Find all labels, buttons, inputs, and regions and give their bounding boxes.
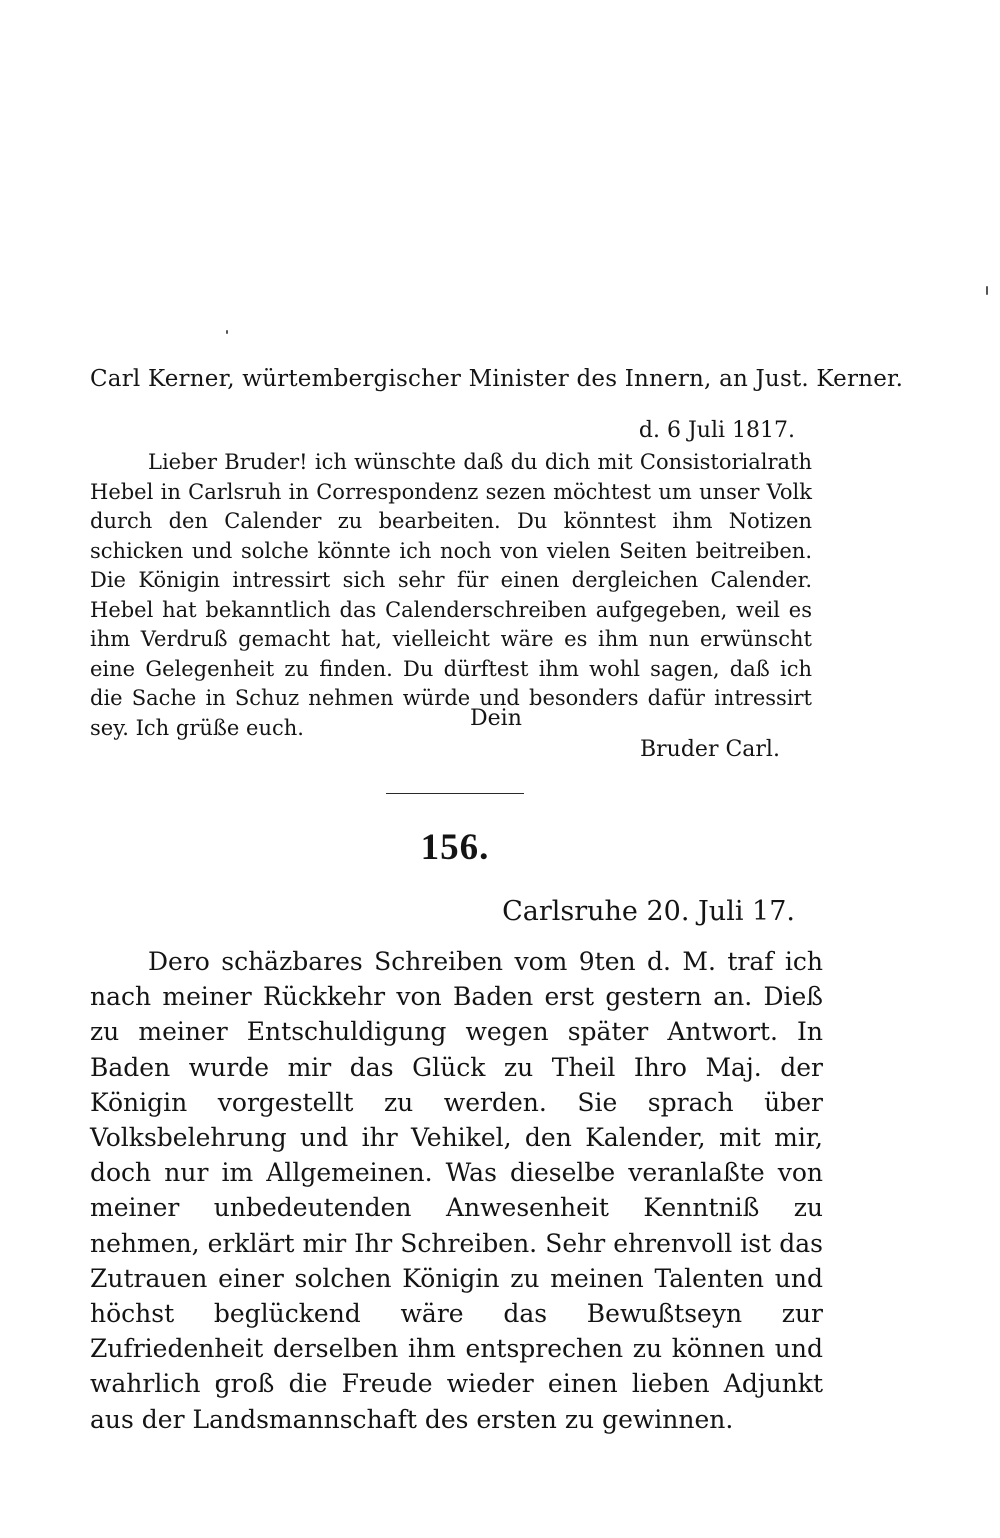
letter-heading: Carl Kerner, würtembergischer Minister des Innern, an Just. Kerner. [90, 366, 904, 392]
letter-signature: Bruder Carl. [640, 737, 780, 762]
letter-date-place: Carlsruhe 20. Juli 17. [502, 896, 795, 927]
letter-closing: Dein [470, 706, 522, 731]
letter-number: 156. [420, 827, 490, 868]
letter-date: d. 6 Juli 1817. [638, 418, 795, 443]
scan-speck [226, 330, 228, 334]
section-divider [386, 793, 524, 794]
letter-body: Lieber Bruder! ich wünschte daß du dich mit Consistorialrath Hebel in Carlsruh in Correspondenz sezen möchtest um unser Volk durch den Calender zu bearbeiten. Du könntest ihm Notizen schicken und solche könnte ich noch von vielen Seiten beitreiben. Die Königin intressirt sich sehr für einen dergleichen Calender. Hebel hat bekanntlich das Calenderschreiben aufgegeben, weil es ihm Verdruß gemacht hat, vielleicht wäre es ihm nun erwünscht eine Gelegenheit zu finden. Du dürftest ihm wohl sagen, daß ich die Sache in Schuz nehmen würde und besonders dafür intressirt sey. Ich grüße euch. [90, 450, 812, 740]
letter-body: Dero schäzbares Schreiben vom 9ten d. M. traf ich nach meiner Rückkehr von Baden erst gestern an. Dieß zu meiner Entschuldigung wegen später Antwort. In Baden wurde mir das Glück zu Theil Ihro Maj. der Königin vorgestellt zu werden. Sie sprach über Volksbelehrung und ihr Vehikel, den Kalender, mit mir, doch nur im Allgemeinen. Was dieselbe veranlaßte von meiner unbedeutenden Anwesenheit Kenntniß zu nehmen, erklärt mir Ihr Schreiben. Sehr ehrenvoll ist das Zutrauen einer solchen Königin zu meinen Talenten und höchst beglückend wäre das Bewußtseyn zur Zufriedenheit derselben ihm entsprechen zu können und wahrlich groß die Freude wieder einen lieben Adjunkt aus der Landsmannschaft des ersten zu gewinnen. [90, 947, 823, 1434]
scan-speck [986, 286, 988, 295]
